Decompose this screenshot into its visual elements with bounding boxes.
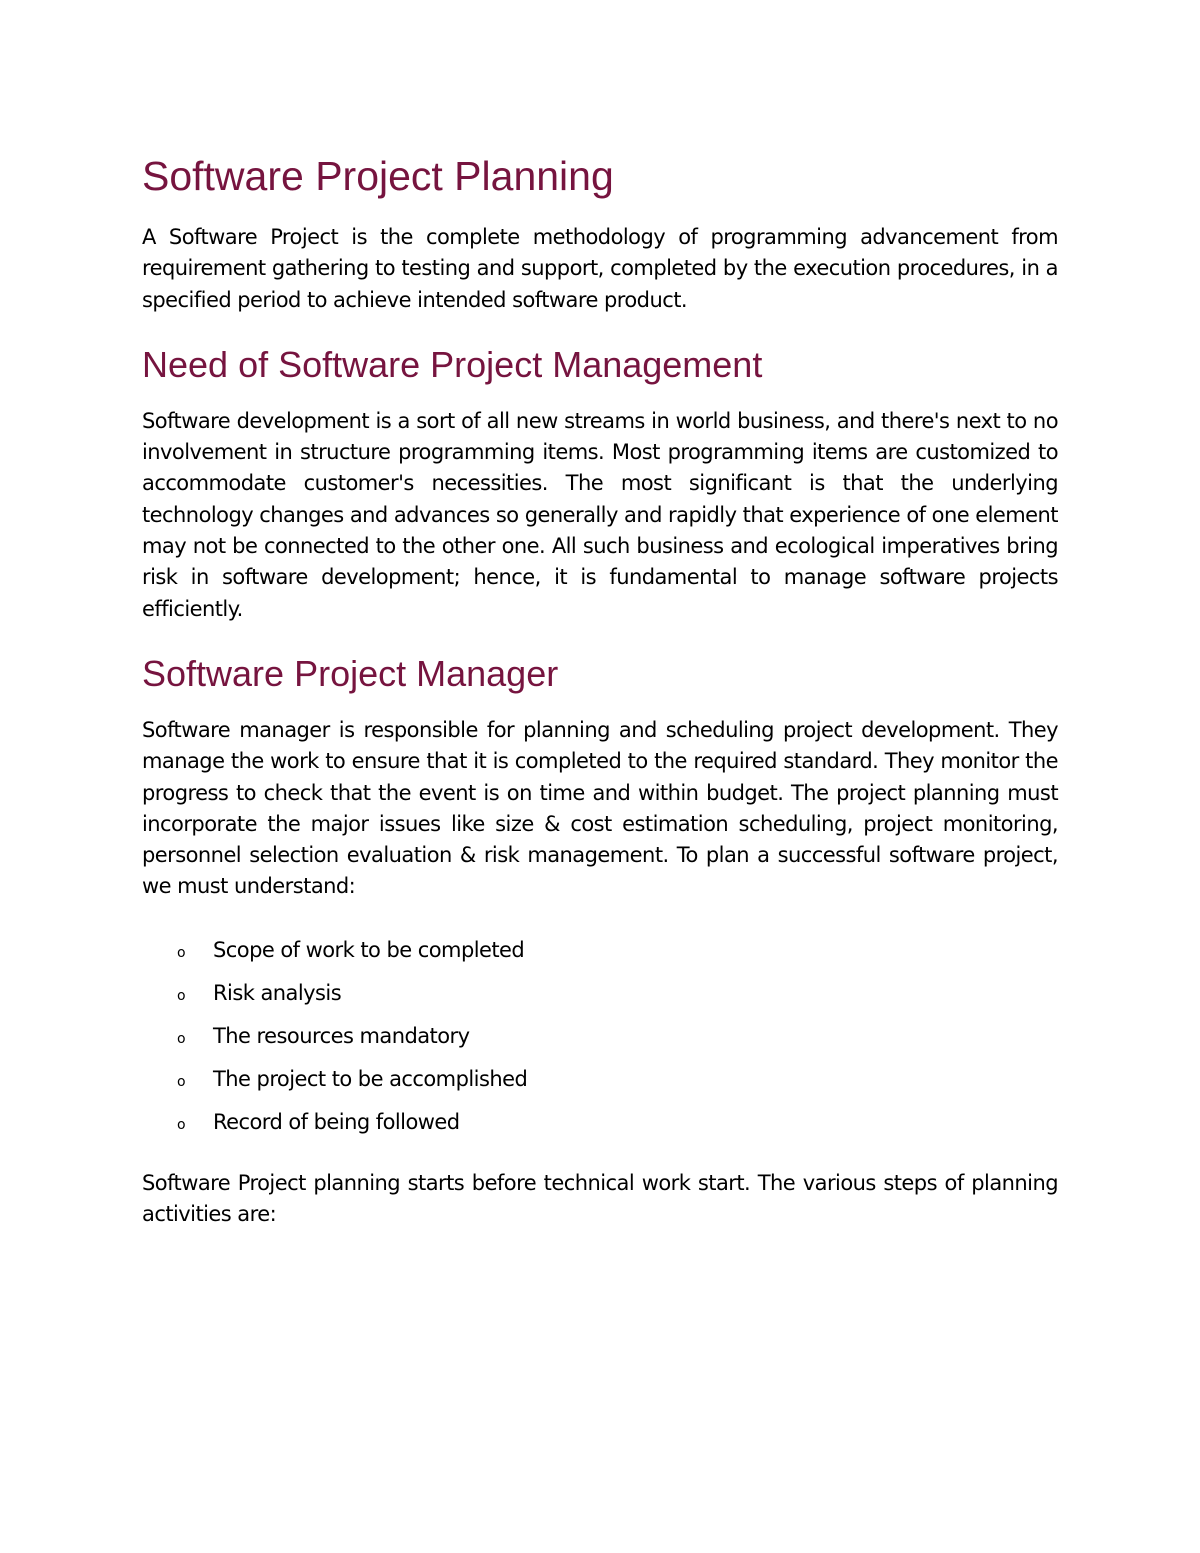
circle-bullet-icon: o: [177, 987, 186, 1004]
closing-paragraph: Software Project planning starts before technical work start. The various steps of planning activities are:: [142, 1170, 1058, 1227]
page-title: Software Project Planning: [142, 153, 614, 199]
list-item-text: Record of being followed: [213, 1109, 460, 1134]
list-item: [142, 1058, 1058, 1101]
understanding-list: [142, 929, 1058, 1144]
need-of-management-paragraph: Software development is a sort of all new streams in world business, and there's next to no involvement in structure programming items. Most programming items are customized to accommodate customer's necessities. The most significant is that the underlying technology changes and advances so generally and rapidly that experience of one element may not be connected to the other one. All such business and ecological imperatives bring risk in software development; hence, it is fundamental to manage software projects efficiently.: [142, 408, 1058, 621]
list-item-text: Risk analysis: [213, 980, 342, 1005]
section-heading-need-of-management: Need of Software Project Management: [142, 343, 763, 385]
list-item: [142, 929, 1058, 972]
intro-paragraph: A Software Project is the complete methodology of programming advancement from requirement gathering to testing and support, completed by the execution procedures, in a specified period to achieve intended software product.: [142, 225, 1058, 312]
list-item: [142, 1015, 1058, 1058]
circle-bullet-icon: o: [177, 1030, 186, 1047]
list-item-text: The project to be accomplished: [213, 1066, 528, 1091]
list-item-text: Scope of work to be completed: [213, 937, 525, 962]
document-content: [142, 150, 1058, 1256]
circle-bullet-icon: o: [177, 1116, 186, 1133]
list-item: [142, 972, 1058, 1015]
list-item-text: The resources mandatory: [213, 1023, 470, 1048]
list-item: [142, 1101, 1058, 1144]
section-heading-project-manager: Software Project Manager: [142, 652, 559, 694]
circle-bullet-icon: o: [177, 944, 186, 961]
project-manager-paragraph: Software manager is responsible for planning and scheduling project development. They manage the work to ensure that it is completed to the required standard. They monitor the progress to check that the event is on time and within budget. The project planning must incorporate the major issues like size & cost estimation scheduling, project monitoring, personnel selection evaluation & risk management. To plan a successful software project, we must understand:: [142, 717, 1058, 899]
circle-bullet-icon: o: [177, 1073, 186, 1090]
